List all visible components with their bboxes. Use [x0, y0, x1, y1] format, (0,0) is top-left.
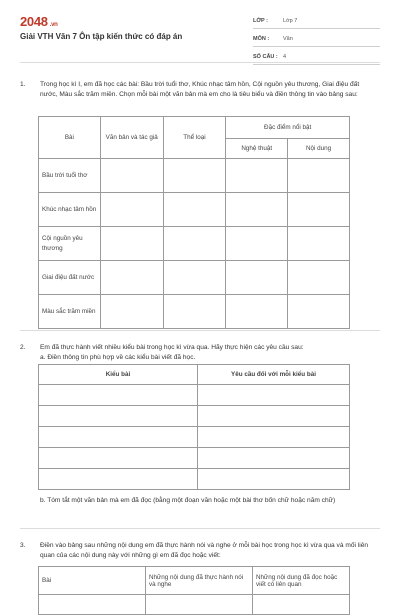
header-bai: Bài [39, 117, 101, 159]
section-divider [20, 330, 380, 331]
header-dacdiem: Đặc điểm nổi bật [226, 117, 350, 139]
row-label: Màu sắc trăm miền [39, 295, 101, 329]
q2-table [38, 364, 350, 490]
question-3 [20, 541, 380, 563]
question-2 [20, 343, 380, 353]
meta-value: 4 [283, 54, 287, 60]
answer-cell[interactable] [288, 295, 350, 329]
answer-cell[interactable] [100, 261, 163, 295]
question-text: Điền vào bảng sau những nội dung em đã thực hành nói và nghe ở mỗi bài học trong học kì vừa qua và mối liên quan của các nội dung này với những gì em đã đọc hoặc viết: [40, 542, 369, 559]
answer-cell[interactable] [39, 448, 198, 469]
question-2a: a. Điền thông tin phù hợp về các kiểu bài viết đã học. [40, 354, 196, 361]
answer-cell[interactable] [288, 261, 350, 295]
table-row [39, 295, 350, 329]
meta-value: Văn [283, 36, 293, 42]
table-row [39, 406, 350, 427]
table-row [39, 448, 350, 469]
question-text: Trong học kì I, em đã học các bài: Bầu trời tuổi thơ, Khúc nhạc tâm hồn, Cội nguồn yêu thương, Giai điệu đất nước, Màu sắc trăm miền. Chọn mỗi bài một văn bản mà em cho là tiêu biểu và điền thông tin vào bảng sau: [40, 81, 360, 98]
answer-cell[interactable] [39, 427, 198, 448]
answer-cell[interactable] [163, 261, 226, 295]
answer-cell[interactable] [198, 385, 350, 406]
meta-row-class [253, 14, 380, 29]
table-row [39, 385, 350, 406]
header-theloai: Thể loại [163, 117, 226, 159]
answer-cell[interactable] [146, 595, 253, 615]
answer-cell[interactable] [100, 295, 163, 329]
answer-cell[interactable] [226, 295, 288, 329]
answer-cell[interactable] [198, 427, 350, 448]
header-doc-viet: Những nội dung đã đọc hoặc viết có liên quan [253, 567, 350, 595]
header-kieubai: Kiểu bài [39, 365, 198, 385]
header-divider [20, 62, 380, 63]
question-number: 2. [20, 344, 26, 351]
header-noi-nghe: Những nội dung đã thực hành nói và nghe [146, 567, 253, 595]
table-row [39, 227, 350, 261]
row-label: Khúc nhạc tâm hồn [39, 193, 101, 227]
header-vanban: Văn bản và tác giả [100, 117, 163, 159]
question-2b: b. Tóm tắt một văn bản mà em đã đọc (bằng một đoạn văn hoặc một bài thơ bốn chữ hoặc năm chữ) [40, 497, 336, 504]
table-row [39, 427, 350, 448]
row-label: Bầu trời tuổi thơ [39, 159, 101, 193]
table-row [39, 595, 350, 615]
answer-cell[interactable] [198, 406, 350, 427]
table-row [39, 469, 350, 490]
question-text: Em đã thực hành viết nhiều kiểu bài trong học kì vừa qua. Hãy thực hiện các yêu cầu sau: [40, 344, 304, 351]
logo-suffix: .vn [49, 22, 58, 28]
meta-key: LỚP : [253, 18, 268, 24]
logo-text: 2048 [20, 14, 48, 29]
meta-info [253, 14, 380, 68]
answer-cell[interactable] [226, 193, 288, 227]
answer-cell[interactable] [39, 385, 198, 406]
meta-key: SỐ CÂU : [253, 54, 278, 60]
header-yeucau: Yêu cầu đối với mỗi kiểu bài [198, 365, 350, 385]
answer-cell[interactable] [100, 193, 163, 227]
table-row [39, 193, 350, 227]
site-logo[interactable] [20, 14, 58, 29]
answer-cell[interactable] [198, 469, 350, 490]
page-title: Giải VTH Văn 7 Ôn tập kiến thức có đáp án [20, 32, 183, 41]
answer-cell[interactable] [226, 159, 288, 193]
answer-cell[interactable] [253, 595, 350, 615]
meta-row-subject [253, 32, 380, 47]
header-bai: Bài [39, 567, 146, 595]
answer-cell[interactable] [163, 193, 226, 227]
answer-cell[interactable] [288, 159, 350, 193]
meta-key: MÔN : [253, 36, 270, 42]
q1-table [38, 116, 350, 329]
answer-cell[interactable] [39, 595, 146, 615]
answer-cell[interactable] [39, 406, 198, 427]
question-number: 3. [20, 542, 26, 549]
q3-table [38, 566, 350, 615]
row-label: Giai điệu đất nước [39, 261, 101, 295]
answer-cell[interactable] [39, 469, 198, 490]
answer-cell[interactable] [288, 193, 350, 227]
question-number: 1. [20, 81, 26, 88]
answer-cell[interactable] [288, 227, 350, 261]
table-row [39, 159, 350, 193]
answer-cell[interactable] [163, 295, 226, 329]
header-nghethuat: Nghệ thuật [226, 139, 288, 159]
header-noidung: Nội dung [288, 139, 350, 159]
question-1 [20, 80, 380, 112]
answer-cell[interactable] [163, 159, 226, 193]
answer-cell[interactable] [198, 448, 350, 469]
answer-cell[interactable] [163, 227, 226, 261]
meta-value: Lớp 7 [283, 18, 298, 24]
answer-cell[interactable] [226, 261, 288, 295]
answer-cell[interactable] [100, 159, 163, 193]
section-divider [20, 528, 380, 529]
answer-cell[interactable] [100, 227, 163, 261]
row-label: Cội nguồn yêu thương [39, 227, 101, 261]
table-row [39, 261, 350, 295]
answer-cell[interactable] [226, 227, 288, 261]
